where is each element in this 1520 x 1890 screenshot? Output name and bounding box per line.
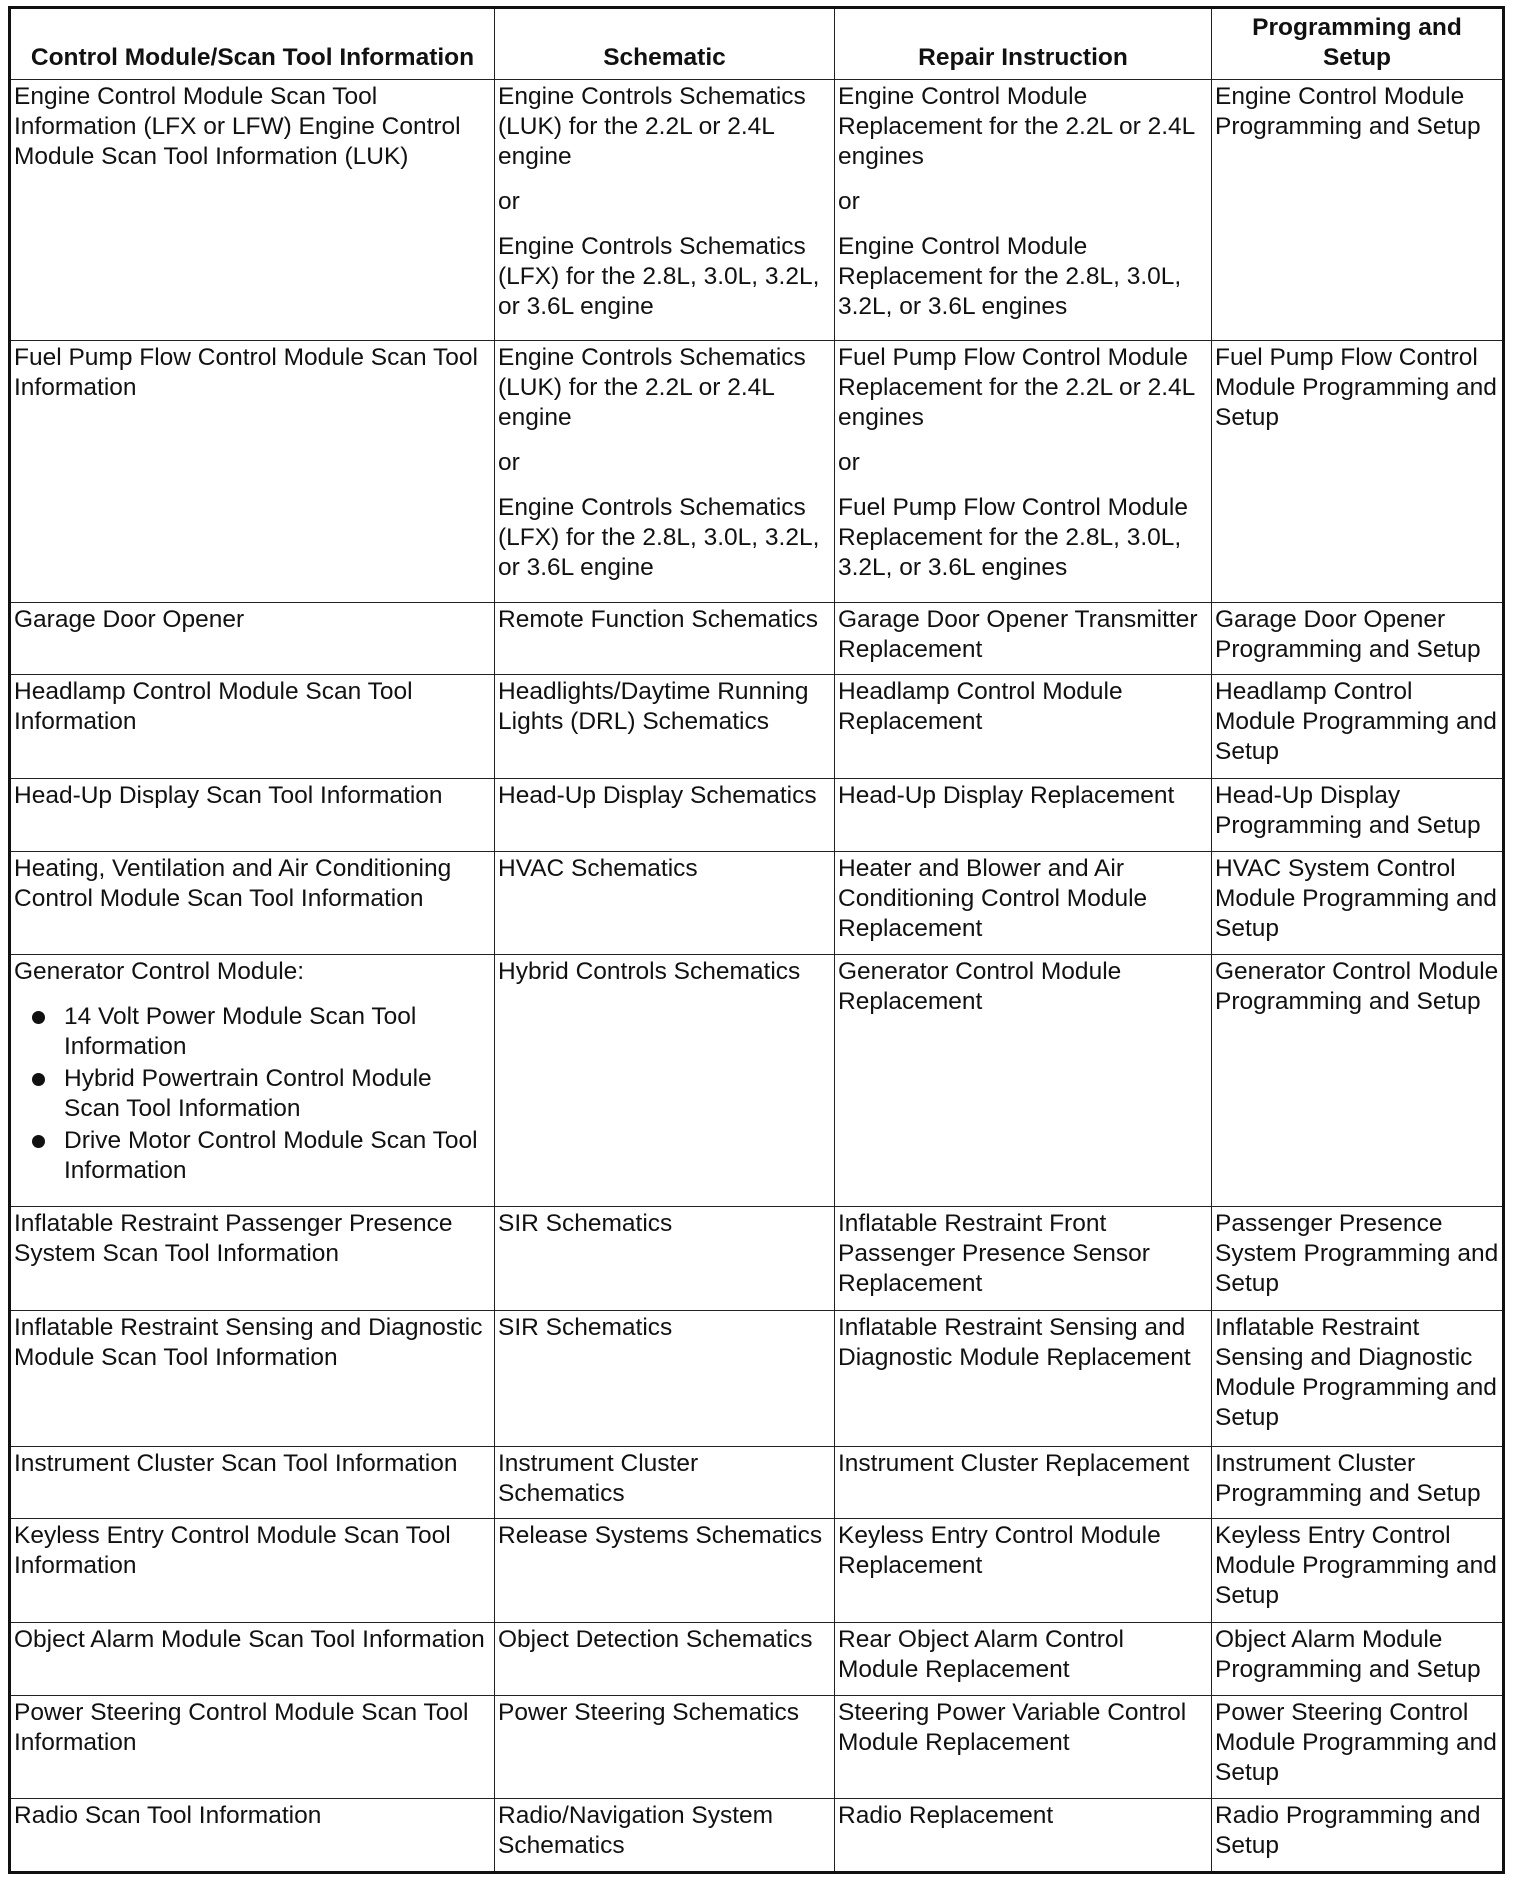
cell-repair: Instrument Cluster Replacement (835, 1446, 1212, 1518)
cell-schematic: Head-Up Display Schematics (495, 779, 835, 851)
cell-repair: Headlamp Control Module Replacement (835, 675, 1212, 779)
cell-module (10, 341, 495, 602)
cell-programming: Radio Programming and Setup (1212, 1799, 1504, 1873)
cell-module (10, 80, 495, 341)
table-row (10, 1446, 1504, 1518)
table-row (10, 602, 1504, 674)
header-control-module: Control Module/Scan Tool Information (10, 8, 495, 80)
cell-repair (835, 80, 1212, 341)
programming-text: Engine Control Module Programming and Setup (1215, 83, 1481, 140)
cell-module: Heating, Ventilation and Air Conditioning Control Module Scan Tool Information (10, 851, 495, 955)
cell-schematic: Radio/Navigation System Schematics (495, 1799, 835, 1873)
cell-schematic (495, 341, 835, 602)
cell-programming: Generator Control Module Programming and Setup (1212, 955, 1504, 1207)
repair-text: Fuel Pump Flow Control Module Replacement for the 2.2L or 2.4L engines (838, 344, 1195, 432)
cell-programming: Passenger Presence System Programming and Setup (1212, 1207, 1504, 1311)
bullet-text: Hybrid Powertrain Control Module Scan Tool Information (64, 1065, 432, 1123)
bullet-item (14, 1064, 491, 1124)
bullet-list (14, 1002, 491, 1186)
schematic-text: Engine Controls Schematics (LFX) for the 2.8L, 3.0L, 3.2L, or 3.6L engine (498, 494, 820, 582)
schematic-text: Engine Controls Schematics (LUK) for the 2.2L or 2.4L engine (498, 83, 806, 170)
cell-repair: Rear Object Alarm Control Module Replacement (835, 1623, 1212, 1695)
cell-schematic: Instrument Cluster Schematics (495, 1446, 835, 1518)
table-row (10, 675, 1504, 779)
repair-text: Engine Control Module Replacement for the 2.8L, 3.0L, 3.2L, or 3.6L engines (838, 233, 1182, 320)
schematic-text: Engine Controls Schematics (LFX) for the 2.8L, 3.0L, 3.2L, or 3.6L engine (498, 233, 820, 320)
cell-schematic: SIR Schematics (495, 1311, 835, 1446)
cell-repair: Inflatable Restraint Sensing and Diagnostic Module Replacement (835, 1311, 1212, 1446)
cell-programming: Headlamp Control Module Programming and Setup (1212, 675, 1504, 779)
table-row (10, 1519, 1504, 1623)
bullet-dot-icon (32, 1073, 45, 1086)
cell-programming: Power Steering Control Module Programming and Setup (1212, 1695, 1504, 1799)
cell-repair: Generator Control Module Replacement (835, 955, 1212, 1207)
cell-repair (835, 341, 1212, 602)
table-row (10, 80, 1504, 341)
cell-schematic: Release Systems Schematics (495, 1519, 835, 1623)
schematic-text: Engine Controls Schematics (LUK) for the 2.2L or 2.4L engine (498, 344, 806, 432)
cell-repair: Keyless Entry Control Module Replacement (835, 1519, 1212, 1623)
table-row (10, 1799, 1504, 1873)
cell-module: Keyless Entry Control Module Scan Tool Information (10, 1519, 495, 1623)
cell-schematic: Power Steering Schematics (495, 1695, 835, 1799)
cell-programming: Head-Up Display Programming and Setup (1212, 779, 1504, 851)
header-schematic: Schematic (495, 8, 835, 80)
cell-programming: Instrument Cluster Programming and Setup (1212, 1446, 1504, 1518)
cell-programming: HVAC System Control Module Programming and Setup (1212, 851, 1504, 955)
cell-programming: Garage Door Opener Programming and Setup (1212, 602, 1504, 674)
cell-module: Garage Door Opener (10, 602, 495, 674)
cell-schematic: SIR Schematics (495, 1207, 835, 1311)
cell-module: Instrument Cluster Scan Tool Information (10, 1446, 495, 1518)
cell-schematic: Headlights/Daytime Running Lights (DRL) Schematics (495, 675, 835, 779)
cell-schematic: Hybrid Controls Schematics (495, 955, 835, 1207)
or-text: or (498, 188, 520, 215)
cell-schematic: Object Detection Schematics (495, 1623, 835, 1695)
module-text: Fuel Pump Flow Control Module Scan Tool Information (14, 344, 478, 402)
cell-schematic: HVAC Schematics (495, 851, 835, 955)
bullet-item (14, 1002, 491, 1062)
repair-text: Engine Control Module Replacement for the 2.2L or 2.4L engines (838, 83, 1195, 170)
module-text: Engine Control Module Scan Tool Information (LFX or LFW) Engine Control Module Scan Tool Information (LUK) (14, 83, 461, 170)
cell-repair: Head-Up Display Replacement (835, 779, 1212, 851)
table-row (10, 851, 1504, 955)
table-row (10, 955, 1504, 1207)
table-row (10, 1311, 1504, 1446)
cell-module (10, 955, 495, 1207)
or-text: or (838, 188, 860, 215)
cell-programming (1212, 80, 1504, 341)
header-programming-setup: Programming and Setup (1212, 8, 1504, 80)
cell-repair: Heater and Blower and Air Conditioning Control Module Replacement (835, 851, 1212, 955)
cell-module: Object Alarm Module Scan Tool Information (10, 1623, 495, 1695)
module-reference-table (8, 6, 1505, 1874)
cell-repair: Steering Power Variable Control Module Replacement (835, 1695, 1212, 1799)
table-row (10, 779, 1504, 851)
cell-repair: Garage Door Opener Transmitter Replacement (835, 602, 1212, 674)
cell-repair: Inflatable Restraint Front Passenger Presence Sensor Replacement (835, 1207, 1212, 1311)
table-row (10, 1695, 1504, 1799)
or-text: or (498, 449, 520, 477)
cell-repair: Radio Replacement (835, 1799, 1212, 1873)
cell-module: Head-Up Display Scan Tool Information (10, 779, 495, 851)
table-row (10, 1623, 1504, 1695)
cell-schematic (495, 80, 835, 341)
cell-schematic: Remote Function Schematics (495, 602, 835, 674)
cell-module: Power Steering Control Module Scan Tool Information (10, 1695, 495, 1799)
repair-text: Fuel Pump Flow Control Module Replacement for the 2.8L, 3.0L, 3.2L, or 3.6L engines (838, 494, 1188, 582)
cell-module: Headlamp Control Module Scan Tool Information (10, 675, 495, 779)
table-header-row (10, 8, 1504, 80)
cell-module: Inflatable Restraint Passenger Presence System Scan Tool Information (10, 1207, 495, 1311)
table-row (10, 1207, 1504, 1311)
table-row (10, 341, 1504, 602)
bullet-dot-icon (32, 1011, 45, 1024)
module-text: Generator Control Module: (14, 958, 305, 986)
or-text: or (838, 449, 860, 477)
bullet-item (14, 1126, 491, 1186)
bullet-dot-icon (32, 1135, 45, 1148)
cell-module: Inflatable Restraint Sensing and Diagnostic Module Scan Tool Information (10, 1311, 495, 1446)
cell-programming: Keyless Entry Control Module Programming and Setup (1212, 1519, 1504, 1623)
cell-programming: Object Alarm Module Programming and Setup (1212, 1623, 1504, 1695)
cell-programming (1212, 341, 1504, 602)
header-repair-instruction: Repair Instruction (835, 8, 1212, 80)
programming-text: Fuel Pump Flow Control Module Programming and Setup (1215, 344, 1497, 432)
bullet-text: 14 Volt Power Module Scan Tool Information (64, 1003, 417, 1061)
bullet-text: Drive Motor Control Module Scan Tool Information (64, 1127, 478, 1185)
cell-module: Radio Scan Tool Information (10, 1799, 495, 1873)
cell-programming: Inflatable Restraint Sensing and Diagnostic Module Programming and Setup (1212, 1311, 1504, 1446)
